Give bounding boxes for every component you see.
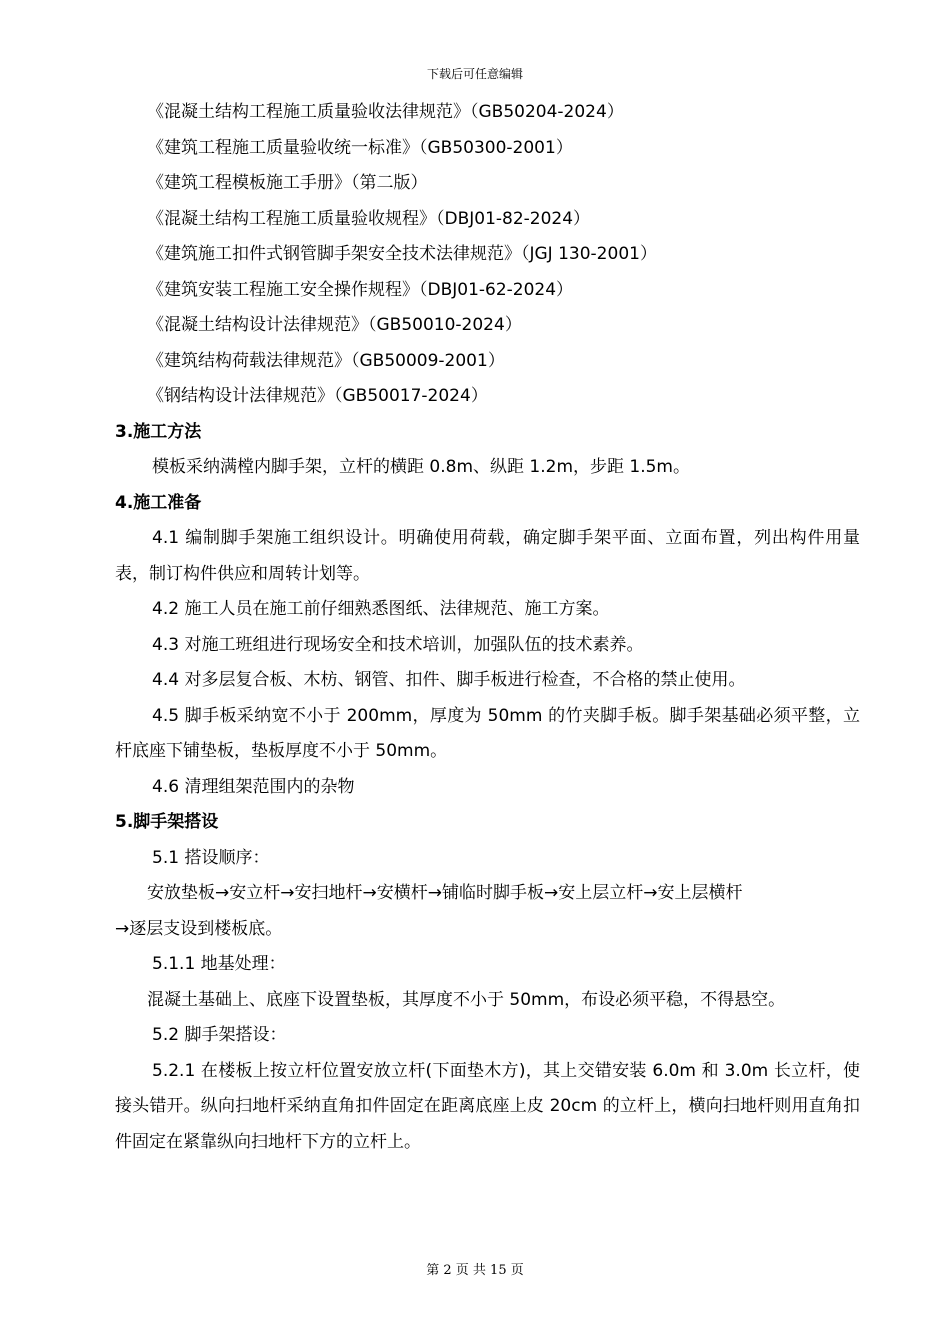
paragraph: 4.4 对多层复合板、木枋、钢管、扣件、脚手板进行检查，不合格的禁止使用。 <box>152 670 746 690</box>
paragraph: 5.2.1 在楼板上按立杆位置安放立杆(下面垫木方)，其上交错安装 6.0m 和 3.0m 长立杆，使接头错开。纵向扫地杆采纳直角扣件固定在距离底座上皮 20cm 的立杆上，横向扫地杆则用直角扣件固定在紧靠纵向扫地杆下方的立杆上。 <box>115 1060 860 1152</box>
reference-item: 《建筑工程施工质量验收统一标准》（GB50300-2001） <box>147 137 573 158</box>
reference-item: 《钢结构设计法律规范》（GB50017-2024） <box>147 386 488 406</box>
subsection-title: 5.1.1 地基处理： <box>152 954 286 974</box>
section-heading: 4.施工准备 <box>115 492 202 513</box>
paragraph: 4.1 编制脚手架施工组织设计。明确使用荷载，确定脚手架平面、立面布置，列出构件用量表，制订构件供应和周转计划等。 <box>115 528 860 584</box>
paragraph: 4.2 施工人员在施工前仔细熟悉图纸、法律规范、施工方案。 <box>152 599 610 619</box>
reference-item: 《建筑安装工程施工安全操作规程》（DBJ01-62-2024） <box>147 279 574 300</box>
paragraph: →逐层支设到楼板底。 <box>115 918 283 939</box>
reference-item: 《混凝土结构工程施工质量验收法律规范》（GB50204-2024） <box>147 102 624 122</box>
paragraph: 4.3 对施工班组进行现场安全和技术培训，加强队伍的技术素养。 <box>152 634 644 655</box>
paragraph: 4.5 脚手板采纳宽不小于 200mm，厚度为 50mm 的竹夹脚手板。脚手架基础必须平整，立杆底座下铺垫板，垫板厚度不小于 50mm。 <box>115 705 860 761</box>
section-heading: 3.施工方法 <box>115 421 202 442</box>
page-header: 下载后可任意编辑 <box>426 67 523 81</box>
reference-item: 《建筑施工扣件式钢管脚手架安全技术法律规范》（JGJ 130-2001） <box>147 244 657 264</box>
subsection-title: 5.2 脚手架搭设： <box>152 1025 287 1045</box>
subsection-title: 5.1 搭设顺序： <box>152 847 270 868</box>
paragraph: 安放垫板→安立杆→安扫地杆→安横杆→铺临时脚手板→安上层立杆→安上层横杆 <box>147 883 743 903</box>
section-heading: 5.脚手架搭设 <box>115 812 219 832</box>
paragraph: 4.6 清理组架范围内的杂物 <box>152 776 355 797</box>
reference-item: 《建筑结构荷载法律规范》（GB50009-2001） <box>147 350 505 371</box>
reference-item: 《混凝土结构设计法律规范》（GB50010-2024） <box>147 315 522 335</box>
paragraph: 混凝土基础上、底座下设置垫板，其厚度不小于 50mm，布设必须平稳，不得悬空。 <box>147 989 786 1010</box>
reference-item: 《建筑工程模板施工手册》（第二版） <box>147 173 428 193</box>
page-footer: 第 2 页 共 15 页 <box>426 1263 524 1278</box>
reference-item: 《混凝土结构工程施工质量验收规程》（DBJ01-82-2024） <box>147 208 591 229</box>
paragraph: 模板采纳满樘内脚手架，立杆的横距 0.8m、纵距 1.2m，步距 1.5m。 <box>152 457 690 477</box>
document-body <box>115 95 860 1160</box>
